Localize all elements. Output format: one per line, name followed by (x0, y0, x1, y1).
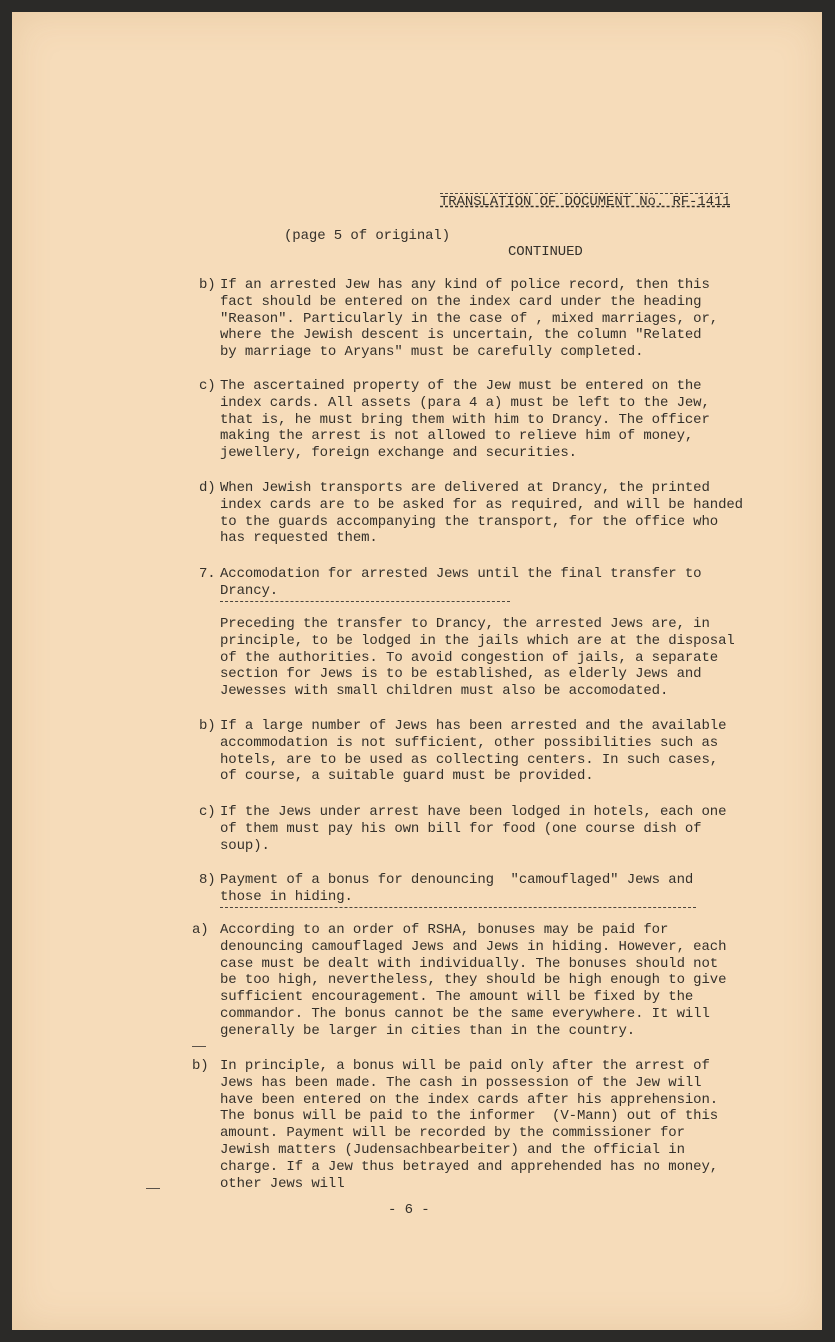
text-line: other Jews will (220, 1175, 345, 1192)
text-line: has requested them. (220, 530, 378, 547)
text-line: Accomodation for arrested Jews until the final transfer to (220, 566, 702, 582)
text-line: be too high, nevertheless, they should be high enough to give (220, 972, 727, 989)
paragraph-label: c) (199, 378, 216, 394)
text-line: commandor. The bonus cannot be the same everywhere. It will (220, 1005, 710, 1022)
paragraph-label: b) (192, 1058, 209, 1074)
paragraph-bonus-payment (220, 1058, 718, 1192)
section-heading-bonus (220, 872, 693, 906)
page-reference: (page 5 of original) (284, 228, 451, 244)
text-line: "Reason". Particularly in the case of , mixed marriages, or, (220, 310, 719, 327)
document-title: TRANSLATION OF DOCUMENT No. RF-1411 (440, 193, 731, 210)
text-line: denouncing camouflaged Jews and Jews in hiding. However, each (220, 938, 727, 955)
section-number: 8) (199, 872, 216, 888)
margin-mark (146, 1188, 160, 1189)
text-line: index cards. All assets (para 4 a) must be left to the Jew, (220, 394, 710, 411)
text-line: If a large number of Jews has been arrested and the available (220, 718, 727, 734)
text-line: case must be dealt with individually. The bonuses should not (220, 955, 719, 972)
paragraph-collecting-centers (220, 718, 726, 785)
text-line: sufficient encouragement. The amount will be fixed by the (220, 989, 694, 1006)
text-line: According to an order of RSHA, bonuses may be paid for (220, 922, 669, 938)
text-line: amount. Payment will be recorded by the commissioner for (220, 1125, 685, 1142)
text-line: If an arrested Jew has any kind of police record, then this (220, 277, 710, 293)
paragraph-jails (220, 616, 735, 700)
document-header (440, 160, 731, 294)
paragraph-label: c) (199, 804, 216, 820)
paragraph-hotel-bill (220, 804, 726, 854)
text-line: that is, he must bring them with him to Drancy. The officer (220, 411, 710, 428)
header-divider (440, 193, 728, 194)
paragraph-label: a) (192, 922, 209, 938)
text-line: charge. If a Jew thus betrayed and apprehended has no money, (220, 1158, 719, 1175)
text-line: have been entered on the index cards after his apprehension. (220, 1091, 719, 1108)
pen-mark (192, 1046, 206, 1047)
page-number: - 6 - (388, 1202, 430, 1218)
text-line: of the authorities. To avoid congestion of jails, a separate (220, 649, 719, 666)
section-heading-underline (220, 907, 696, 908)
text-line: section for Jews is to be established, as elderly Jews and (220, 666, 702, 683)
text-line: index cards are to be asked for as required, and will be handed (220, 496, 743, 513)
text-line: of them must pay his own bill for food (one course dish of (220, 820, 702, 837)
paragraph-transports (220, 480, 743, 547)
text-line: The ascertained property of the Jew must be entered on the (220, 378, 702, 394)
text-line: of course, a suitable guard must be provided. (220, 768, 594, 785)
text-line: accommodation is not sufficient, other possibilities such as (220, 734, 719, 751)
document-page (12, 12, 822, 1330)
paragraph-property (220, 378, 710, 462)
text-line: making the arrest is not allowed to relieve him of money, (220, 428, 694, 445)
paragraph-label: d) (199, 480, 216, 496)
text-line: soup). (220, 837, 270, 854)
text-line: Jews has been made. The cash in possession of the Jew will (220, 1074, 702, 1091)
paragraph-police-record (220, 277, 718, 361)
text-line: In principle, a bonus will be paid only after the arrest of (220, 1058, 710, 1074)
text-line: to the guards accompanying the transport, for the office who (220, 513, 719, 530)
section-number: 7. (199, 566, 216, 582)
text-line: hotels, are to be used as collecting centers. In such cases, (220, 751, 719, 768)
text-line: those in hiding. (220, 888, 353, 905)
text-line: Preceding the transfer to Drancy, the arrested Jews are, in (220, 616, 710, 632)
document-subtitle: CONTINUED (508, 243, 583, 260)
text-line: jewellery, foreign exchange and securities. (220, 445, 577, 462)
text-line: fact should be entered on the index card under the heading (220, 293, 702, 310)
text-line: If the Jews under arrest have been lodged in hotels, each one (220, 804, 727, 820)
paragraph-label: b) (199, 277, 216, 293)
text-line: where the Jewish descent is uncertain, the column "Related (220, 327, 702, 344)
section-heading-underline (220, 601, 510, 602)
text-line: principle, to be lodged in the jails which are at the disposal (220, 632, 735, 649)
text-line: Drancy. (220, 582, 279, 599)
text-line: generally be larger in cities than in the country. (220, 1022, 636, 1039)
text-line: The bonus will be paid to the informer (V-Mann) out of this (220, 1108, 719, 1125)
paragraph-rsha-order (220, 922, 726, 1040)
section-heading-accomodation (220, 566, 701, 600)
text-line: Payment of a bonus for denouncing "camouflaged" Jews and (220, 872, 694, 888)
text-line: Jewish matters (Judensachbearbeiter) and the official in (220, 1141, 685, 1158)
text-line: When Jewish transports are delivered at Drancy, the printed (220, 480, 710, 496)
paragraph-label: b) (199, 718, 216, 734)
text-line: by marriage to Aryans" must be carefully completed. (220, 344, 644, 361)
text-line: Jewesses with small children must also be accomodated. (220, 683, 669, 700)
